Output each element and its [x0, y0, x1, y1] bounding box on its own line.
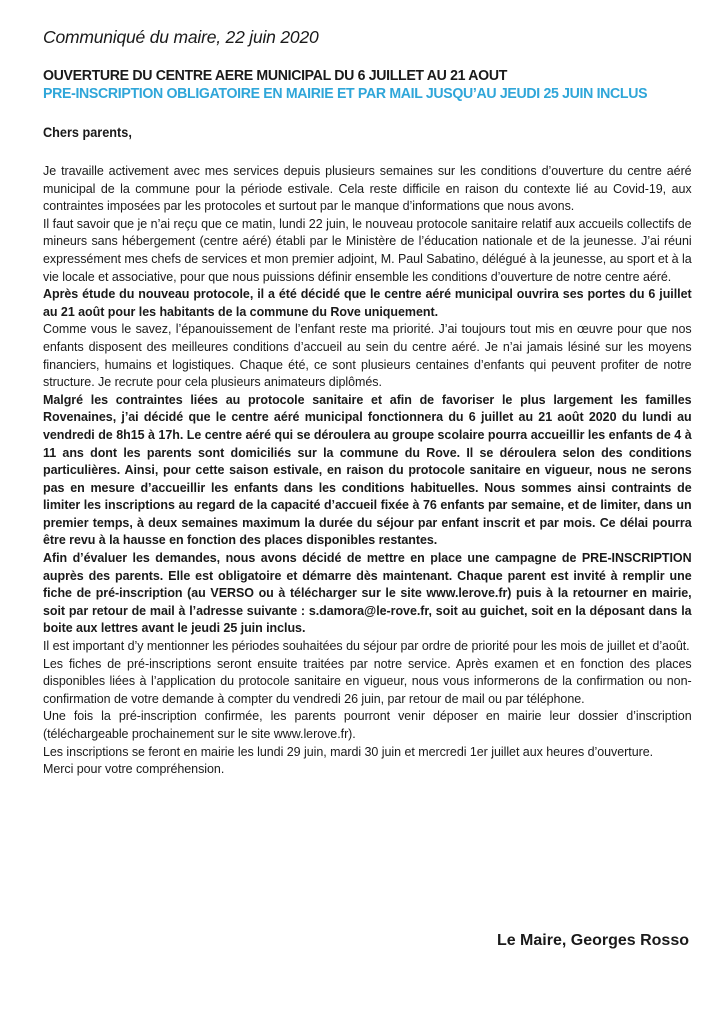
dateline: Communiqué du maire, 22 juin 2020 — [43, 27, 319, 47]
paragraph: Les inscriptions se feront en mairie les lundi 29 juin, mardi 30 juin et mercredi 1er juillet aux heures d’ouverture. — [43, 743, 654, 759]
paragraph: Une fois la pré-inscription confirmée, les parents pourront venir déposer en mairie leur dossier d’inscription (téléchargeable prochainement sur le site www.lerove.fr). — [43, 708, 692, 741]
document-title: OUVERTURE DU CENTRE AERE MUNICIPAL DU 6 JUILLET AU 21 AOUT — [43, 67, 508, 84]
paragraph-bold: Afin d’évaluer les demandes, nous avons décidé de mettre en place une campagne de PRE-INSCRIPTION auprès des parents. Elle est obligatoire et démarre dès maintenant. Chaque parent est invité à remplir une fiche de pré-inscription (au VERSO ou à télécharger sur le site www.lerove.fr) puis à la retourner en mairie, soit par retour de mail à l’adresse suivante : s.damora@le-rove.fr, soit au guichet, soit en la déposant dans la boite aux lettres avant le jeudi 25 juin inclus. — [43, 550, 692, 636]
document-page — [43, 26, 691, 778]
paragraph: Il faut savoir que je n’ai reçu que ce matin, lundi 22 juin, le nouveau protocole sanitaire relatif aux accueils collectifs de mineurs sans hébergement (centre aéré) établi par le Ministère de l’éducation nationale et de la jeunesse. J’ai réuni expressément mes chefs de services et mon premier adjoint, M. Paul Sabatino, délégué à la jeunesse, au sport et à la vie locale et associative, pour que nous puissions définir ensemble les conditions d’ouverture de notre centre aéré. — [43, 215, 692, 284]
document-body — [43, 162, 692, 778]
paragraph-bold: Malgré les contraintes liées au protocole sanitaire et afin de favoriser le plus largement les familles Rovenaines, j’ai décidé que le centre aéré municipal fonctionnera du 6 juillet au 21 août 2020 du lundi au vendredi de 8h15 à 17h. Le centre aéré qui se déroulera au groupe scolaire pourra accueillir les enfants de 4 à 11 ans dont les parents sont domiciliés sur la commune du Rove. Il se déroulera selon des conditions particulières. Ainsi, pour cette saison estivale, en raison du protocole sanitaire en vigueur, nous ne serons pas en mesure d’accueillir les enfants dans les conditions habituelles. Nous sommes ainsi contraints de limiter les inscriptions au regard de la capacité d’accueil fixée à 76 enfants par semaine, et de limiter, dans un premier temps, à deux semaines maximum la durée du séjour par enfant inscrit et par mois. Ce délai pourra être revu à la hausse en fonction des places disponibles restantes. — [43, 391, 692, 548]
greeting: Chers parents, — [43, 125, 132, 140]
paragraph: Je travaille activement avec mes services depuis plusieurs semaines sur les conditions d’ouverture du centre aéré municipal de la commune pour la période estivale. Cela reste difficile en raison du contexte lié au Covid-19, aux contraintes imposées par les protocoles et surtout par le manque d’informations que nous avons. — [43, 163, 692, 214]
paragraph: Les fiches de pré-inscriptions seront ensuite traitées par notre service. Après examen et en fonction des places disponibles liées à l’application du protocole sanitaire en vigueur, nous vous informerons de la confirmation ou non-confirmation de votre demande à compter du vendredi 26 juin, par retour de mail ou par téléphone. — [43, 655, 692, 706]
paragraph: Comme vous le savez, l’épanouissement de l’enfant reste ma priorité. J’ai toujours tout mis en œuvre pour que nos enfants disposent des meilleures conditions d’accueil au sein du centre aéré. Je n’ai jamais lésiné sur les moyens financiers, humains et logistiques. Chaque été, ce sont plusieurs centaines d’enfants qui peuvent profiter de notre structure. Je recrute pour cela plusieurs animateurs diplômés. — [43, 321, 692, 390]
paragraph-bold: Après étude du nouveau protocole, il a été décidé que le centre aéré municipal ouvrira ses portes du 6 juillet au 21 août pour les habitants de la commune du Rove uniquement. — [43, 286, 692, 319]
document-subtitle: PRE-INSCRIPTION OBLIGATOIRE EN MAIRIE ET PAR MAIL JUSQU’AU JEUDI 25 JUIN INCLUS — [43, 85, 648, 102]
signature: Le Maire, Georges Rosso — [496, 932, 689, 949]
paragraph: Il est important d’y mentionner les périodes souhaitées du séjour par ordre de priorité pour les mois de juillet et d’août. — [43, 638, 690, 654]
paragraph: Merci pour votre compréhension. — [43, 761, 225, 777]
